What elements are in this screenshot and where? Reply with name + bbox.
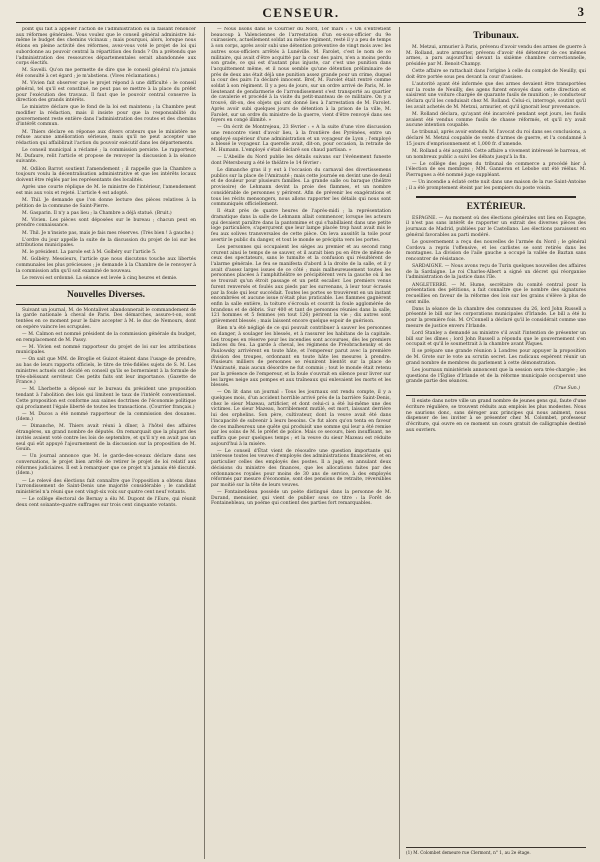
paragraph: — Fontainebleau possède un poète distingué dans la personne de M. Durand, menuisier, qui vient de publier sous ce titre : la Forêt de Fontainebleau, un poëme qui contient des parties fort remarquables. <box>211 490 391 507</box>
paragraph: — Le collège des juges du tribunal de commerce a procédé hier à l'élection de ses membres ; MM. Ganneron et Lebobe ont été réélus. M. Pierrugues a été nommé juge suppléant. <box>406 161 586 179</box>
paragraph: ANGLETERRE. — M. Hume, secrétaire du comité central pour la présentation des pétitions, a fait connaître que le nombre des signatures recueillies en faveur de la réforme des lois sur les grains s'élève à plus de cent mille. <box>406 282 586 305</box>
paragraph: M. Odilon Barrot soutient l'amendement ; il rappelle que la Chambre a toujours voulu la décentralisation administrative et que les intérêts locaux doivent être réglés par les représentants des localités. <box>16 166 196 183</box>
paragraph: Lord Stanley a demandé au ministre s'il avait l'intention de présenter un bill sur les dîmes ; lord John Russell a répondu que le gouvernement s'en occupait et qu'il le soumettrait à la chambre avant Pâques. <box>406 330 586 348</box>
news-item: Suivant un journal, M. de Montalivet abandonnerait le commandement de la garde nationale à cheval de Paris. Des démarches, assure-t-on, sont tentées en ce moment pour le faire accepter à M. le duc de Nemours, dont on espère vaincre les scrupules. <box>16 307 196 330</box>
paragraph: M. le président. La parole est à M. Golbéry sur l'article 5. <box>22 250 157 256</box>
masthead <box>16 4 586 23</box>
chamber-debate-text <box>16 27 196 282</box>
paragraph: Après une courte réplique de M. le ministre de l'intérieur, l'amendement est mis aux voix et rejeté. L'article 4 est adopté. <box>16 185 196 196</box>
paragraph: Le renvoi est ordonné. La séance est levée à cinq heures et demie. <box>22 275 178 281</box>
news-item: — M. Calmon est nommé président de la commission générale du budget, en remplacement de M. Passy. <box>16 331 196 343</box>
news-item: — M. Vivien est nommé rapporteur du projet de loi sur les attributions municipales. <box>16 344 196 356</box>
paragraph: Les personnes qui occupaient les sièges au premier et au second rang crurent ainsi le temps de se sauver, et il aurait bien pu en être de même de ceux des spectateurs, sans le tumulte et la confusion qui résultèrent de l'alarme générale. Le feu se manifesta d'abord à la droite de la salle, et il y avait d'assez larges issues de ce côté ; mais malheureusement toutes les personnes placées à l'amphithéâtre se précipitèrent vers la gauche où il ne se trouvait qu'un étroit passage et un petit escalier. Les premiers venus furent renversés et foulés aux pieds par les survenans, à leur tour écrasés par la foule qui leur succédait. Toutes les portes se trouvèrent en un instant encombrées et aucune issue n'était plus praticable. Les flammes gagnèrent enfin la salle entière, la toiture s'écroula et couvrit la foule agglomérée de brandons et de débris. Sur 400 et tant de personnes réunies dans la salle, 121 hommes et 5 femmes (en tout 126) périrent la vie ; dix autres sont grièvement blessés ; mais laissent encore quelque espoir de guérison. <box>211 244 391 325</box>
section-divider <box>406 395 586 396</box>
paragraph: Le dimanche gras il y eut à l'occasion du carnaval des divertissemens publics sur la place de l'Amirauté ; mais cette journée en devint une de deuil et de douleur pour plusieurs familles. La grande salle ou baraque (théâtre provisoire) de Lehmann devint la proie des flammes, et un nombre considérable de personnes y périrent. Afin de prévenir les exagérations et tous les récits mensongers, nous allons rapporter les détails qui nous sont communiqués officiellement. <box>211 168 391 208</box>
paragraph: M. Savelli. Qu'on me permette de dire que le conseil général n'a jamais été consulté à cet égard ; je m'abstiens. (Vives réclamations.) <box>16 68 196 80</box>
news-item: — Le relevé des élections fait connaître que l'opposition a obtenu dans l'arrondissement de Saint-Denis une majorité considérable ; le candidat ministériel n'a réuni que cent vingt-six voix sur quatre cent neuf votants. <box>16 478 196 495</box>
paragraph: — On lit dans un journal : Tous les journaux ont rendu compte, il y a quelques mois, d'un accident horrible arrivé près de la barrière Saint-Denis, chez le sieur Mazeau, artificier, et dont celui-ci a été lui-même une des victimes. Le sieur Mazeau, horriblement mutilé, est mort, laissant derrière lui des orphelins. Son père, cultivateur, dont la veuve avait été dans l'incapacité de subvenir à leurs besoins. Ce fut alors qu'on tenta en faveur de ces malheureux une quête qui produisit une somme qui leur a été remise par les soins de M. le préfet de police. Mais ce secours, bien insuffisant, ne suffira que pour quelques temps ; et la veuve du sieur Mazeau est réduite aujourd'hui à la misère. <box>211 390 391 447</box>
paragraph: — Un incendie a éclaté cette nuit dans une maison de la rue Saint-Antoine ; il a été promptement éteint par les pompiers du poste voisin. <box>406 180 586 191</box>
paragraph: Rien n'a été négligé de ce qui pouvait contribuer à sauver les personnes en danger, à soulager les blessés, et à rassurer les habitans de la capitale. Les troupes en réserve pour les incendies sont accourues, dès les premiers indices du feu. La garde à cheval, les régimens de Préobrachensky et de Paulowsky arrivèrent en toute hâte, et l'empereur parut avec la première division des troupes, ordonnant en toute hâte les mesures à prendre. Plusieurs milliers de personnes se réunirent bientôt sur la place de l'Amirauté, mais aucun désordre ne fut commis ; tout le monde était retenu par la présence de l'empereur, et la foule s'ouvrait en silence pour livrer sur les larges neige aux pompes et aux traîneaux qui enlevaient les morts et les blessés. <box>211 326 391 389</box>
news-text <box>16 308 196 509</box>
paragraph: M. Vivien. Les pièces sont déposées sur le bureau ; chacun peut en prendre connaissance. <box>16 217 196 229</box>
paragraph: SARDAIGNE. — Nous avons reçu de Turin quelques nouvelles des affaires de la Sardaigne. Le roi Charles-Albert a signé un décret qui réorganise l'administration de la justice dans l'île. <box>406 264 586 281</box>
section-divider <box>416 196 576 198</box>
paragraph: Il se prépare une grande réunion à Londres pour appuyer la proposition de M. Grote sur le vote au scrutin secret. Les radicaux espèrent réunir un grand nombre de membres du parlement à cette démonstration. <box>406 349 586 366</box>
paragraph: Dans la séance de la chambre des communes du 26, lord John Russell a présenté le bill sur les corporations municipales d'Irlande. Le bill a été lu pour la première fois. M. O'Connell a déclaré qu'il le considérait comme une mesure de justice envers l'Irlande. <box>406 306 586 329</box>
section-divider <box>16 285 196 286</box>
tribunaux-text <box>406 45 586 192</box>
paragraph: ESPAGNE. — Au moment où des élections générales ont lieu en Espagne, il n'est pas sans intérêt de rapporter un extrait des diverses pièces des journaux de Madrid, publiées par le Castellano. Les élections paraissent en général favorables au parti modéré. <box>406 215 586 238</box>
paragraph: M. Thil. Je demande que l'on donne lecture des pièces relatives à la pétition de la commune de Saint-Pierre. <box>16 197 196 209</box>
news-item: — Le collège électoral de Bernay a élu M. Dupont de l'Eure, qui réunit deux cent soixante-quatre suffrages sur trois cent cinquante votants. <box>16 497 196 508</box>
page-number: 3 <box>577 4 584 19</box>
source-attribution: (True Sun.) <box>553 386 580 392</box>
news-item: — On sait que MM. de Broglie et Guizot étaient dans l'usage de prendre, au bas de leurs rapports officiels, le titre de très-fidèles sujets de S. M. Les ministres actuels ont décidé en conseil qu'ils se borneraient à la formule de très-obéissant serviteur. Ces petits faits ont leur importance. (Gazette de France.) <box>16 357 196 386</box>
footnote: (1) M. Colombet demeure rue Clermont, n° 1, au 2e étage. <box>406 847 586 855</box>
news-item: — M. Lherbette a déposé sur le bureau du président une proposition tendant à l'abolition des lois qui limitent le taux de l'intérêt conventionnel. Cette proposition est conforme aux saines doctrines de l'économie politique qui proclament l'égale liberté de toutes les transactions. (Courrier français.) <box>16 387 196 410</box>
news-item: — Un journal annonce que M. le garde-des-sceaux déclare dans ses conversations, le projet bien arrêté de retirer le projet de loi relatif aux réformes judiciaires. Il est à remarquer que ce projet n'a jamais été discuté. (Idem.) <box>16 454 196 477</box>
column-1 <box>16 27 196 859</box>
paragraph: M. Rolland déclara, qu'ayant été incarcéré pendant sept jours, les fusils avaient été vendus comme fusils de chasse réformés, et qu'il n'y avait aucune intention coupable. <box>406 111 586 129</box>
paragraph: point qui fait à appeler l'action de l'administration ou la faisant renoncer aux réformes générales. Vous voulez que le conseil général administre lui-même le budget des chemins vicinaux ; mais pourquoi, alors, lorsque nous étions en pleine activité des réformes, avez-vous voté le projet de loi qui subordonne au pouvoir central la répartition des fonds ? On a prétendu que l'administration des ressources départementales serait abandonnée aux corps électifs. <box>16 27 196 67</box>
column-3 <box>399 27 586 859</box>
closing-paragraph: Il existe dans notre ville un grand nombre de jeunes gens qui, faute d'une écriture régulière, se trouvent réduits aux emplois les plus modestes. Nous ne saurions donc, sans déroger aux principes qui nous animent, nous dispenser de les inviter à se présenter chez M. Colombet, professeur d'écriture, qui ouvre en ce moment un cours gratuit de calligraphie destiné aux ouvriers. <box>406 399 586 433</box>
news-item: — M. Ducos a été nommé rapporteur de la commission des douanes. (Idem.) <box>16 411 196 423</box>
paragraph: L'autorité ayant été informée que des armes devaient être transportées sur la route de Neuilly, des agens furent envoyés dans cette direction et saisirent une voiture chargée de quarante fusils de munition ; le conducteur déclara qu'il les conduisait chez M. Rolland. Celui-ci, interrogé, soutint qu'il les avait achetés de M. Metzui, armurier, et qu'il ignorait leur provenance. <box>406 82 586 110</box>
paragraph: M. Thil. Je n'insiste pas, mais je fais mes réserves. (Très bien ! à gauche.) <box>22 230 194 236</box>
paragraph: M. Metzui, armurier à Paris, prévenu d'avoir vendu des armes de guerre à M. Rolland, autre armurier, prévenu d'avoir été détenteur de ces mêmes armes, a paru aujourd'hui devant la sixième chambre correctionnelle, présidée par M. Benoit-Champy. <box>406 45 586 68</box>
section-heading-exterieur: EXTÉRIEUR. <box>466 201 526 212</box>
faits-divers-text <box>211 27 391 507</box>
section-divider <box>16 304 196 305</box>
column-2 <box>204 27 391 859</box>
exterieur-text <box>406 216 586 393</box>
section-heading-tribunaux: Tribunaux. <box>473 31 519 41</box>
paragraph: Le tribunal, après avoir entendu M. l'avocat du roi dans ses conclusions, a déclaré M. Metzui coupable de vente d'armes de guerre, et l'a condamné à 15 jours d'emprisonnement et 1,000 fr. d'amende. <box>406 130 586 147</box>
columns <box>16 27 586 859</box>
paragraph: — On écrit de Montrejeau, 23 février : « A la suite d'une vive discussion une rencontre vient d'avoir lieu, à la frontière des Pyrénées, entre un employé supérieur d'une administration et un voyageur de Lyon ; l'employé a blessé le voyageur. La querelle avait, dit-on, pour occasion, la retraite de M. Humann. L'employé s'était déclaré son chaud partisan. » <box>211 125 391 154</box>
paragraph: Cette affaire se rattachait dans l'origine à celle du complot de Neuilly, qui doit être portée sous peu devant la cour d'assises. <box>406 69 586 80</box>
paragraph: — Le conseil d'État vient de résoudre une question importante qui intéresse toutes les veuves d'employés des administrations financières, et en particulier celles des employés des postes. Il a jugé, en annulant deux décisions du ministre des finances, que les allocations faites par des ordonnances royales pour moins de 30 ans de service, à des employés réformés par mesure d'économie, sont des pensions de retraite, réversibles par moitié sur la tête de leurs veuves. <box>211 448 391 488</box>
paragraph: M. Golbéry. Messieurs, l'article que nous discutons touche aux libertés communales les plus précieuses ; je demande à la Chambre de le renvoyer à la commission afin qu'il soit examiné de nouveau. <box>16 257 196 274</box>
paragraph: Les journaux ministériels annoncent que la session sera très-chargée ; les questions de l'Église d'Irlande et de la réforme municipale occuperont une grande partie des séances. <box>406 367 586 385</box>
paragraph: — Nous lisons dans le Courrier du Nord, 1er mars : « On s'entretient beaucoup à Valenciennes de l'arrestation d'un ex-sous-officier du 9e cuirassiers, actuellement soldat au même régiment, resté il y a peu de temps à son corps, après avoir subi une détention préventive de vingt mois avec les autres sous-officiers arrêtés à Lunéville. M. Farolet, c'est le nom de ce militaire, qui avait d'être acquitté par la cour des pairs, n'en a moins perdu son grade, ce qui est d'autant plus injuste, car c'est une punition dans l'acquittement même, et il nous semble qu'une détention préliminaire de près de deux ans était déjà une punition assez grande pour un crime, duquel la cour des pairs l'a déclaré innocent. Bref, M. Farolet était rentré comme soldat à son régiment. Il y a peu de jours, sur un ordre arrivé de Paris, M. le lieutenant de gendarmerie de l'arrondissement s'est transporté au quartier de cavalerie et procédé à la visite du petit-manteau de ce militaire. On y a trouvé, dit-on, des objets qui ont donné lieu à l'arrestation de M. Farolet. Après avoir subi quelques jours de détention à la prison de la ville, M. Farolet, sur un ordre du ministre de la guerre, vient d'être renvoyé dans ses foyers en congé illimité. » <box>211 27 391 124</box>
paragraph: Il était près de quatre heures de l'après-midi ; la représentation dramatique dans la salle de Lehmann allait commencer, lorsque les acteurs qui devaient paraître dans la pantomime et qui s'habillaient dans une petite loge particulière, s'aperçurent que leur lampe placée trop haut avait mis le feu aux solives transversales de cette pièce. On leva aussitôt la toile pour avertir le public du danger, et tout le monde se précipita vers les portes. <box>211 209 391 243</box>
news-item: — Dimanche, M. Thiers avait réuni à dîner, à l'hôtel des affaires étrangères, un grand nombre de députés. On remarquait que la plupart des invités avaient voté contre les lois de septembre, et qu'il n'y en avait pas un seul qui eût appuyé l'ajournement de la discussion sur la proposition de M. Gouin. <box>16 424 196 453</box>
paragraph: Le gouvernement a reçu des nouvelles de l'armée du Nord ; le général Cordova a repris l'offensive, et les carlistes se sont retirés dans les montagnes. La division de l'aile gauche a occupé la vallée de Baztan sans rencontrer de résistance. <box>406 239 586 262</box>
paragraph: Le ministre déclare que le fond de la loi est maintenu ; la Chambre peut modifier la rédaction, mais il insiste pour que la responsabilité du gouvernement reste entière dans l'administration des routes et des chemins d'intérêt commun. <box>16 105 196 128</box>
paragraph: Le conseil municipal a réclamé ; la commission persiste. Le rapporteur, M. Dufaure, relit l'article et propose de renvoyer la discussion à la séance suivante. <box>16 148 196 165</box>
newspaper-title: CENSEUR. <box>262 5 340 20</box>
section-heading-nouvelles: Nouvelles Diverses. <box>66 289 146 300</box>
paragraph: M. Vivien fait observer que le projet répond à une difficulté : le conseil général, tel qu'il est constitué, ne peut pas se mettre à la place du préfet pour l'exécution des travaux. Il faut que le pouvoir central conserve la direction des grands intérêts. <box>16 81 196 104</box>
paragraph: M. Rolland a été acquitté. Cette affaire a vivement intéressé le barreau, et un nombreux public a suivi les débats jusqu'à la fin. <box>406 148 586 160</box>
paragraph: L'ordre du jour appelle la suite de la discussion du projet de loi sur les attributions municipales. <box>16 237 196 249</box>
paragraph: — L'Abeille du Nord publie les détails suivans sur l'événement funeste dont Pétersbourg a été le théâtre le 14 février : <box>211 155 391 166</box>
paragraph: M. Thiers déclare en réponse aux divers orateurs que le ministère ne refuse aucune amélioration sérieuse, mais qu'il ne peut accepter une rédaction qui affaiblirait l'action du pouvoir exécutif dans les départements. <box>16 129 196 146</box>
paragraph: M. Gasparin. Il n'y a pas lieu ; la Chambre a déjà statué. (Bruit.) <box>22 210 172 216</box>
